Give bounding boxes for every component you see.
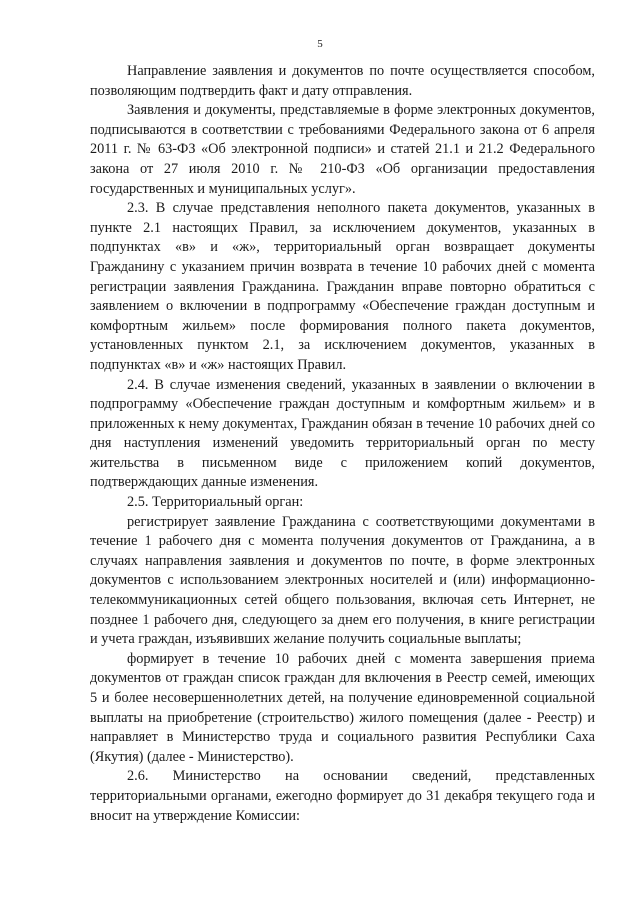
paragraph-2-3: 2.3. В случае представления неполного пакета документов, указанных в пункте 2.1 настоящих Правил, за исключением документов, указанных в подпунктах «в» и «ж», территориальный орган возвращает документы Гражданину с указанием причин возврата в течение 10 рабочих дней с момента регистрации заявления Гражданина. Гражданин вправе повторно обратиться с заявлением о включении в подпрограмму «Обеспечение граждан доступным и комфортным жильем» после формирования полного пакета документов, установленных пунктом 2.1, за исключением документов, указанных в подпунктах «в» и «ж» настоящих Правил. xyxy=(90,200,595,373)
paragraph-2-6: 2.6. Министерство на основании сведений, представленных территориальными органами, ежегодно формирует до 31 декабря текущего года и вносит на утверждение Комиссии: xyxy=(90,768,595,824)
document-body xyxy=(90,62,595,826)
paragraph-2-4: 2.4. В случае изменения сведений, указанных в заявлении о включении в подпрограмму «Обеспечение граждан доступным и комфортным жильем» и в приложенных к нему документах, Гражданин обязан в течение 10 рабочих дней со дня наступления изменений уведомить территориальный орган по месту жительства в письменном виде с приложением копий документов, подтверждающих данные изменения. xyxy=(90,376,595,491)
page-number: 5 xyxy=(317,38,323,50)
paragraph-electronic-documents: Заявления и документы, представляемые в форме электронных документов, подписываются в соответствии с требованиями Федерального закона от 6 апреля 2011 г. № 63-ФЗ «Об электронной подписи» и статей 21.1 и 21.2 Федерального закона от 27 июля 2010 г. № 210-ФЗ «Об организации предоставления государственных и муниципальных услуг». xyxy=(90,102,595,197)
paragraph-2-5: 2.5. Территориальный орган: xyxy=(127,494,304,511)
paragraph-forms-list: формирует в течение 10 рабочих дней с момента завершения приема документов от граждан список граждан для включения в Реестр семей, имеющих 5 и более несовершеннолетних детей, на получение единовременной социальной выплаты на приобретение (строительство) жилого помещения (далее - Реестр) и направляет в Министерство труда и социального развития Республики Саха (Якутия) (далее - Министерство). xyxy=(90,650,595,765)
paragraph-mail-sending: Направление заявления и документов по почте осуществляется способом, позволяющим подтвердить факт и дату отправления. xyxy=(90,63,595,99)
paragraph-registers: регистрирует заявление Гражданина с соответствующими документами в течение 1 рабочего дня с момента получения документов от Гражданина, а в случаях направления заявления и документов по почте, в форме электронных документов с использованием электронных носителей и (или) информационно-телекоммуникационных сетей общего пользования, включая сеть Интернет, не позднее 1 рабочего дня, следующего за днем его получения, в книге регистрации и учета граждан, изъявивших желание получить социальные выплаты; xyxy=(90,513,595,648)
